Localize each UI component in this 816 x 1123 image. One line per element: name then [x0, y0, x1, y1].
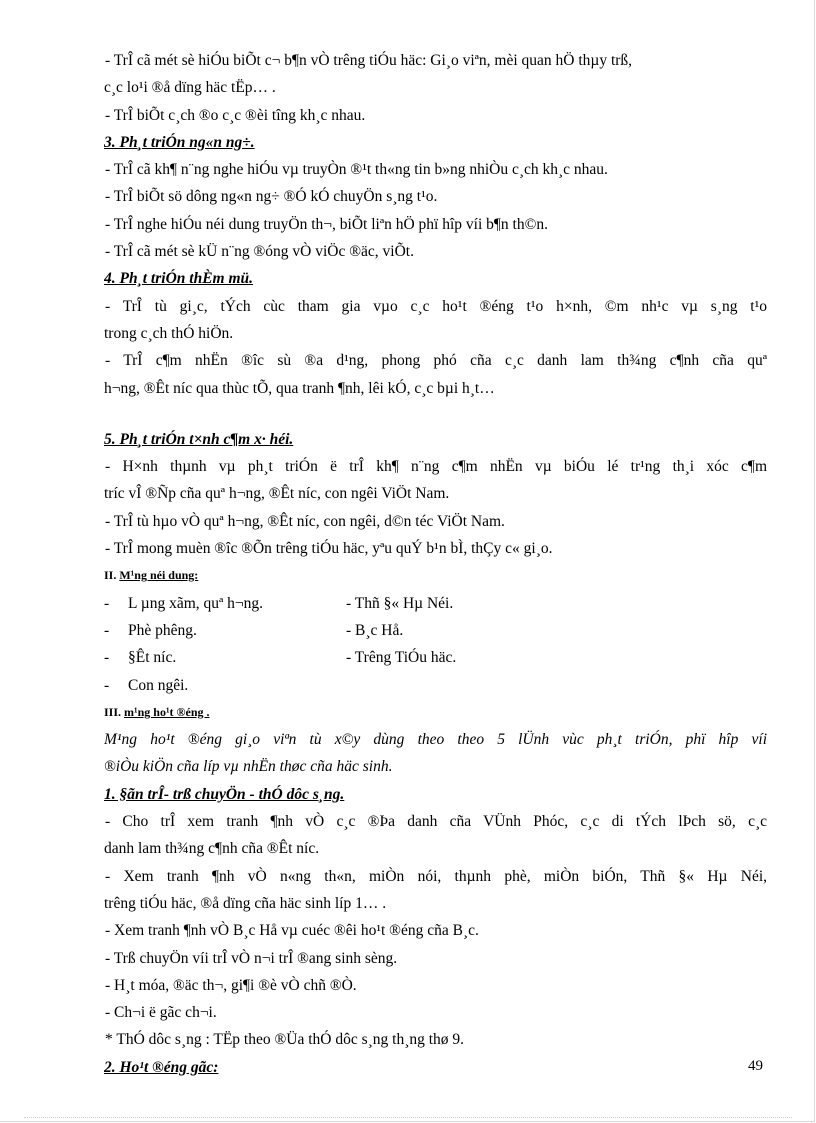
text-line: - Xem tranh ¶nh vÒ n«ng th«n, miÒn nói, thµnh phè, miÒn biÓn, Thñ §« Hµ Néi,: [105, 867, 767, 885]
text-line: - TrÎ mong muèn ®îc ®Õn trêng tiÓu häc, yªu quÝ b¹n bÌ, thÇy c« gi¸o.: [105, 540, 553, 558]
section-heading: 4. Ph¸t triÓn thÈm mü.: [104, 270, 254, 288]
text-line: - TrÎ biÕt sö dông ng«n ng÷ ®Ó kÓ chuyÖn s¸ng t¹o.: [105, 188, 438, 206]
text-line: * ThÓ dôc s¸ng : TËp theo ®Üa thÓ dôc s¸ng th¸ng thø 9.: [105, 1031, 465, 1049]
section-heading: 1. §ãn trÎ- trß chuyÖn - thÓ dôc s¸ng.: [104, 785, 345, 803]
text-line: - Xem tranh ¶nh vÒ B¸c Hå vµ cuéc ®êi ho¹t ®éng cña B¸c.: [105, 922, 479, 940]
text-line: ®iÒu kiÖn cña líp vµ nhËn thøc cña häc sinh.: [104, 758, 393, 776]
content-row: [104, 590, 767, 617]
subsection-heading: III. m¹ng ho¹t ®éng .: [104, 704, 210, 719]
text-line: c¸c lo¹i ®å dïng häc tËp… .: [104, 79, 276, 97]
text-line: h¬ng, ®Êt níc qua thùc tÕ, qua tranh ¶nh, lêi kÓ, c¸c bµi h¸t…: [104, 379, 495, 397]
text-line: - TrÎ nghe hiÓu néi dung truyÖn th¬, biÕt liªn hÖ phï hîp víi b¶n th©n.: [105, 215, 548, 233]
bullet: -: [104, 676, 110, 694]
page-number: 49: [748, 1058, 763, 1074]
text-line: - TrÎ cã kh¶ n¨ng nghe hiÓu vµ truyÒn ®¹t th«ng tin b»ng nhiÒu c¸ch kh¸c nhau.: [105, 161, 608, 179]
document-body: [104, 47, 767, 1081]
bottom-rule: [24, 1117, 792, 1118]
content-item: L µng xãm, quª h¬ng.: [128, 594, 264, 612]
content-row: [104, 644, 767, 671]
text-line: - TrÎ biÕt c¸ch ®o c¸c ®èi tîng kh¸c nhau.: [105, 106, 366, 124]
text-line: trêng tiÓu häc, ®å dïng cña häc sinh líp 1… .: [104, 894, 387, 912]
content-item: - B¸c Hå.: [346, 621, 404, 639]
content-item: Con ngêi.: [128, 676, 189, 694]
text-line: - H×nh thµnh vµ ph¸t triÓn ë trÎ kh¶ n¨ng c¶m nhËn vµ biÓu lé tr¹ng th¸i xóc c¶m: [105, 458, 767, 476]
text-line: - H¸t móa, ®äc th¬, gi¶i ®è vÒ chñ ®Ò.: [105, 976, 357, 994]
section-heading: 2. Ho¹t ®éng gãc:: [104, 1058, 219, 1076]
bullet: -: [104, 649, 110, 667]
bullet: -: [104, 621, 110, 639]
text-line: - TrÎ cã mét sè hiÓu biÕt c¬ b¶n vÒ trêng tiÓu häc: Gi¸o viªn, mèi quan hÖ thµy trß,: [105, 52, 633, 69]
text-line: trong c¸ch thÓ hiÖn.: [104, 324, 234, 342]
bullet: -: [104, 594, 110, 612]
text-line: - TrÎ c¶m nhËn ®îc sù ®a d¹ng, phong phó cña c¸c danh lam th¾ng c¶nh cña quª: [105, 352, 767, 370]
section-heading: 3. Ph¸t triÓn ng«n ng÷.: [104, 133, 255, 151]
content-item: §Êt níc.: [128, 649, 177, 667]
text-line: tríc vÎ ®Ñp cña quª h¬ng, ®Êt níc, con ngêi ViÖt Nam.: [104, 485, 450, 503]
text-line: M¹ng ho¹t ®éng gi¸o viªn tù x©y dùng theo theo 5 lÜnh vùc ph¸t triÓn, phï hîp víi: [104, 731, 767, 749]
content-row: [104, 672, 767, 699]
text-line: danh lam th¾ng c¶nh cña ®Êt níc.: [104, 840, 320, 858]
subsection-heading: II. M¹ng néi dung:: [104, 568, 199, 583]
text-line: - Cho trÎ xem tranh ¶nh vÒ c¸c ®Þa danh cña VÜnh Phóc, c¸c di tÝch lÞch sö, c¸c: [105, 813, 767, 831]
text-line: - Ch¬i ë gãc ch¬i.: [105, 1004, 217, 1022]
section-heading: 5. Ph¸t triÓn t×nh c¶m x· héi.: [104, 430, 294, 448]
text-line: - TrÎ tù gi¸c, tÝch cùc tham gia vµo c¸c ho¹t ®éng t¹o h×nh, ©m nh¹c vµ s¸ng t¹o: [105, 297, 767, 315]
text-line: - TrÎ cã mét sè kÜ n¨ng ®óng vÒ viÖc ®äc, viÕt.: [105, 243, 414, 261]
content-item: Phè phêng.: [128, 621, 197, 639]
content-item: - Trêng TiÓu häc.: [346, 649, 457, 667]
content-item: - Thñ §« Hµ Néi.: [346, 594, 454, 612]
content-row: [104, 617, 767, 644]
text-line: - Trß chuyÖn víi trÎ vÒ n¬i trÎ ®ang sinh sèng.: [105, 949, 398, 967]
text-line: - TrÎ tù hµo vÒ quª h¬ng, ®Êt níc, con ngêi, d©n téc ViÖt Nam.: [105, 512, 505, 530]
